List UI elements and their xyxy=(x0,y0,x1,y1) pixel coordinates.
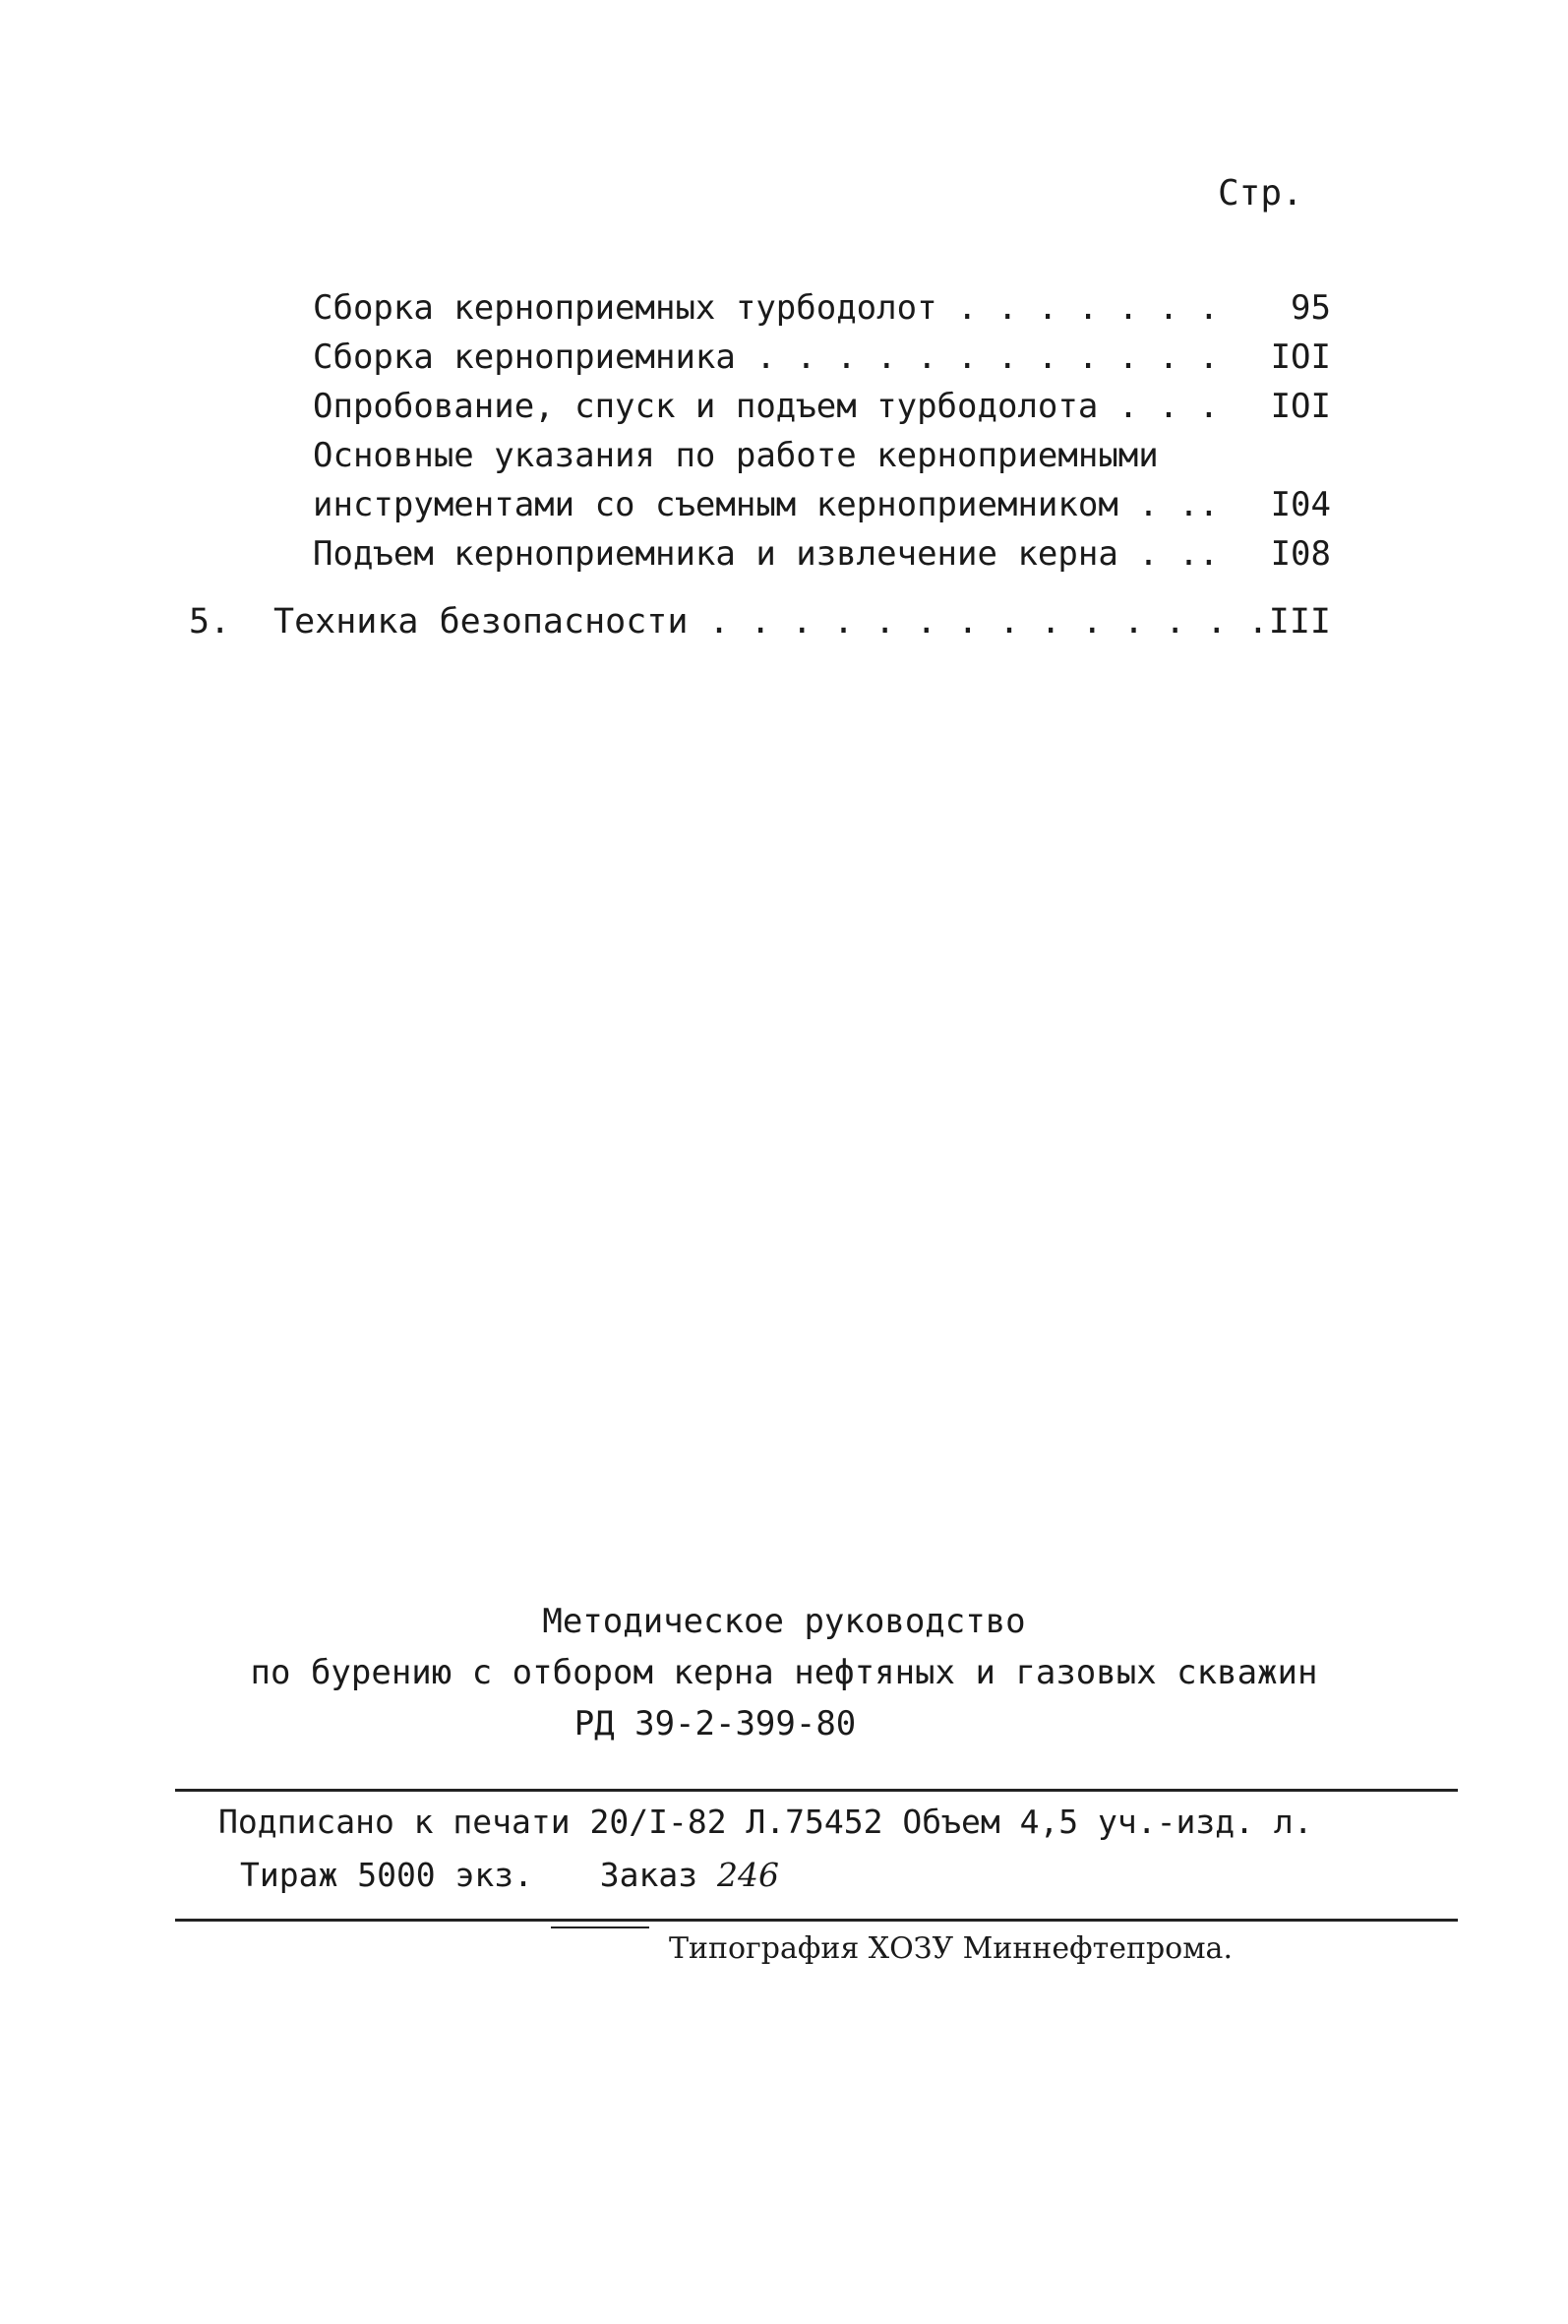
toc-entry xyxy=(313,431,1331,480)
imprint-code: РД 39-2-399-80 xyxy=(573,1704,857,1743)
toc-entry xyxy=(313,529,1331,579)
toc-entry-page: 95 xyxy=(1291,288,1331,328)
toc-entry xyxy=(313,480,1331,529)
imprint-print-run-line xyxy=(240,1856,779,1894)
imprint-order-label: Заказ xyxy=(599,1856,698,1894)
toc-entry-label: Основные указания по работе керноприемными xyxy=(313,436,1159,475)
toc-entry-page: I08 xyxy=(1270,534,1331,574)
toc-entry-label: инструментами со съемным керноприемником . .. xyxy=(313,485,1220,524)
toc-section-label: Техника безопасности . . . . . . . . . . . . . . xyxy=(273,602,1269,642)
toc-section-page: III xyxy=(1268,602,1331,642)
toc-entry-page: IOI xyxy=(1270,337,1331,377)
toc-entry-label: Сборка керноприемных турбодолот . . . . . . . xyxy=(313,288,1220,328)
imprint-rule-top xyxy=(175,1789,1458,1792)
toc-entry-label: Сборка керноприемника . . . . . . . . . . . . xyxy=(313,337,1220,377)
toc-entry-page: I04 xyxy=(1270,485,1331,524)
toc-entry-label: Опробование, спуск и подъем турбодолота . . . xyxy=(313,387,1220,426)
page-column-header: Стр. xyxy=(1218,173,1303,214)
toc-section-number: 5. xyxy=(189,602,231,642)
imprint-print-run: Тираж 5000 экз. xyxy=(240,1856,534,1894)
imprint-title-line2: по бурению с отбором керна нефтяных и газовых скважин xyxy=(250,1653,1318,1692)
toc-entry-page: IOI xyxy=(1270,387,1331,426)
imprint-printer: Типография ХОЗУ Миннефтепрома. xyxy=(669,1931,1233,1966)
imprint-rule-accent xyxy=(551,1926,649,1928)
toc-entry-label: Подъем керноприемника и извлечение керна . .. xyxy=(313,534,1220,574)
imprint-rule-bottom xyxy=(175,1919,1458,1922)
toc-entry xyxy=(313,382,1331,431)
imprint-title-line1: Методическое руководство xyxy=(542,1602,1026,1641)
toc-section xyxy=(189,595,1331,648)
toc-entry xyxy=(313,333,1331,382)
imprint-signed-line: Подписано к печати 20/I-82 Л.75452 Объем 4,5 уч.-изд. л. xyxy=(218,1803,1313,1841)
toc-entry xyxy=(313,283,1331,333)
imprint-order-number: 246 xyxy=(716,1856,779,1894)
